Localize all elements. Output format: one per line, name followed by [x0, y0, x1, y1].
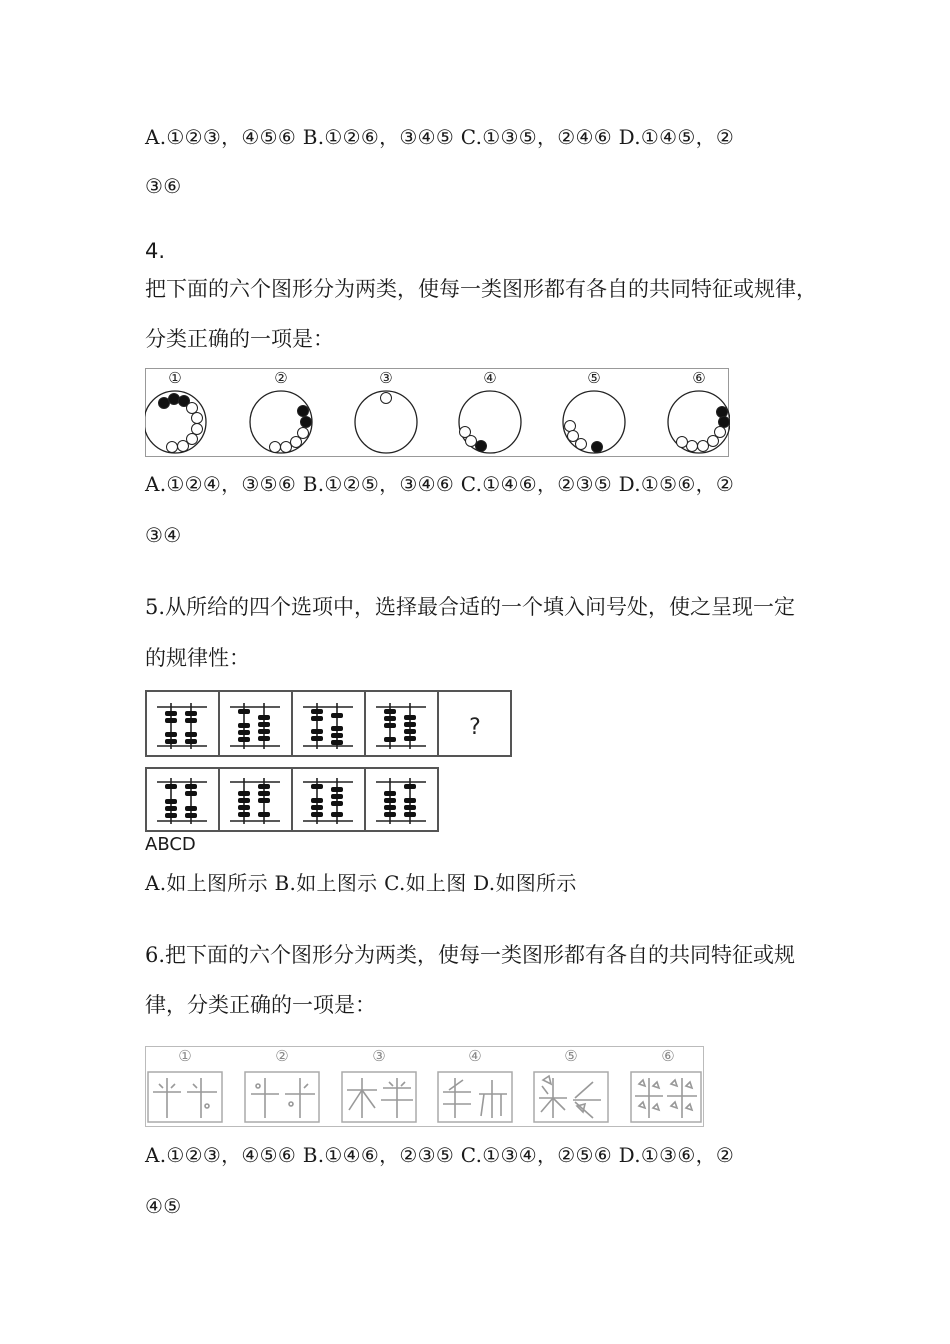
q4-label-4: ④ — [483, 369, 497, 387]
q4-circles-figure — [145, 368, 730, 462]
q6-label-2: ② — [275, 1047, 289, 1065]
q6-label-4: ④ — [468, 1047, 482, 1065]
q5-stem-line2: 的规律性： — [145, 646, 250, 670]
q4-options-line1: A.①②④，③⑤⑥ B.①②⑤，③④⑥ C.①④⑥，②③⑤ D.①⑤⑥，② — [145, 472, 735, 496]
q3-options-line1: A.①②③，④⑤⑥ B.①②⑥，③④⑤ C.①③⑤，②④⑥ D.①④⑤，② — [145, 125, 735, 149]
q4-label-6: ⑥ — [692, 369, 706, 387]
q6-label-3: ③ — [372, 1047, 386, 1065]
q5-abacus-sequence — [145, 690, 513, 762]
q4-label-2: ② — [274, 369, 288, 387]
q6-options-line2: ④⑤ — [145, 1194, 182, 1218]
q5-choice-letters: ABCD — [145, 834, 196, 855]
q4-options-line2: ③④ — [145, 523, 182, 547]
q5-question-mark: ? — [469, 715, 481, 740]
q6-character-figure — [145, 1046, 705, 1132]
q6-stem-line2: 律，分类正确的一项是： — [145, 993, 376, 1017]
q4-stem-line1: 把下面的六个图形分为两类，使每一类图形都有各自的共同特征或规律， — [145, 277, 817, 301]
q4-stem-line2: 分类正确的一项是： — [145, 327, 334, 351]
q5-answer-choices-figure — [145, 767, 440, 837]
q4-number: 4. — [145, 239, 166, 263]
q6-options-line1: A.①②③，④⑤⑥ B.①④⑥，②③⑤ C.①③④，②⑤⑥ D.①③⑥，② — [145, 1143, 735, 1167]
q5-options: A.如上图所示 B.如上图示 C.如上图 D.如图所示 — [145, 871, 577, 895]
q4-label-5: ⑤ — [587, 369, 601, 387]
q6-label-6: ⑥ — [661, 1047, 675, 1065]
q6-label-5: ⑤ — [564, 1047, 578, 1065]
q4-label-3: ③ — [379, 369, 393, 387]
q6-stem-line1: 6.把下面的六个图形分为两类，使每一类图形都有各自的共同特征或规 — [145, 943, 796, 967]
q6-label-1: ① — [178, 1047, 192, 1065]
q4-label-1: ① — [168, 369, 182, 387]
q3-options-line2: ③⑥ — [145, 174, 182, 198]
q5-stem-line1: 5.从所给的四个选项中，选择最合适的一个填入问号处，使之呈现一定 — [145, 595, 796, 619]
